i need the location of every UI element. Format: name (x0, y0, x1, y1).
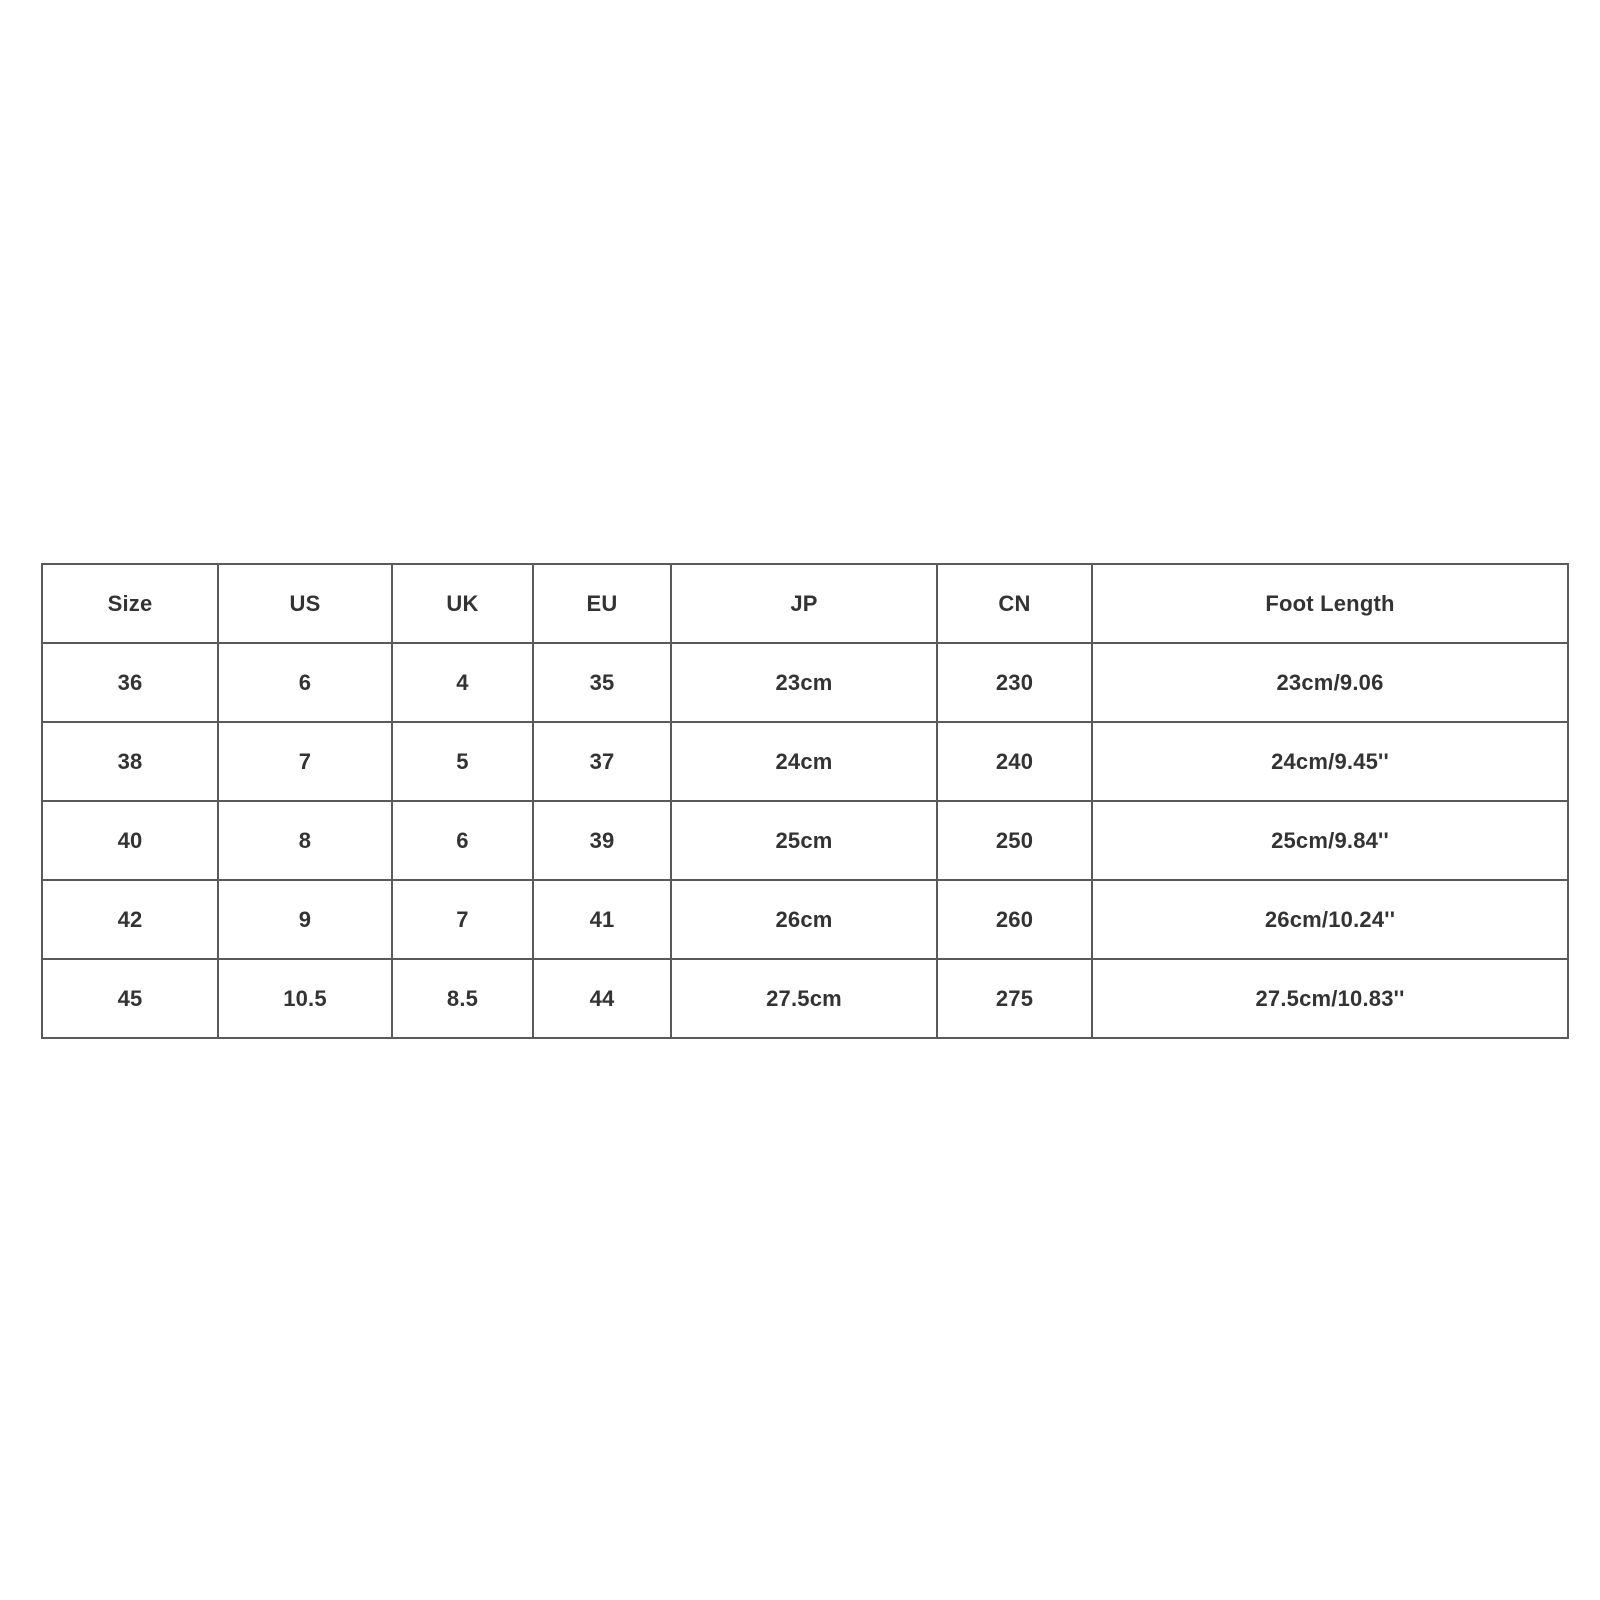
cell-uk: 8.5 (392, 959, 533, 1038)
cell-size: 45 (42, 959, 218, 1038)
table-row (42, 722, 1568, 801)
table-row (42, 643, 1568, 722)
table-row (42, 801, 1568, 880)
cell-size: 38 (42, 722, 218, 801)
cell-foot-length: 26cm/10.24'' (1092, 880, 1568, 959)
cell-us: 10.5 (218, 959, 392, 1038)
cell-eu: 37 (533, 722, 671, 801)
cell-jp: 25cm (671, 801, 937, 880)
cell-cn: 230 (937, 643, 1092, 722)
cell-size: 42 (42, 880, 218, 959)
cell-jp: 23cm (671, 643, 937, 722)
cell-jp: 24cm (671, 722, 937, 801)
size-chart-table (41, 563, 1569, 1039)
cell-foot-length: 25cm/9.84'' (1092, 801, 1568, 880)
table-row (42, 880, 1568, 959)
cell-cn: 260 (937, 880, 1092, 959)
cell-us: 8 (218, 801, 392, 880)
header-foot-length: Foot Length (1092, 564, 1568, 643)
header-us: US (218, 564, 392, 643)
header-size: Size (42, 564, 218, 643)
header-cn: CN (937, 564, 1092, 643)
header-jp: JP (671, 564, 937, 643)
header-eu: EU (533, 564, 671, 643)
cell-us: 6 (218, 643, 392, 722)
cell-jp: 27.5cm (671, 959, 937, 1038)
cell-foot-length: 24cm/9.45'' (1092, 722, 1568, 801)
cell-eu: 39 (533, 801, 671, 880)
cell-uk: 4 (392, 643, 533, 722)
cell-size: 36 (42, 643, 218, 722)
cell-eu: 35 (533, 643, 671, 722)
cell-foot-length: 27.5cm/10.83'' (1092, 959, 1568, 1038)
cell-foot-length: 23cm/9.06 (1092, 643, 1568, 722)
cell-eu: 41 (533, 880, 671, 959)
cell-uk: 6 (392, 801, 533, 880)
cell-uk: 7 (392, 880, 533, 959)
header-uk: UK (392, 564, 533, 643)
cell-us: 7 (218, 722, 392, 801)
cell-size: 40 (42, 801, 218, 880)
table-header-row (42, 564, 1568, 643)
cell-cn: 275 (937, 959, 1092, 1038)
cell-cn: 240 (937, 722, 1092, 801)
cell-jp: 26cm (671, 880, 937, 959)
cell-eu: 44 (533, 959, 671, 1038)
table-row (42, 959, 1568, 1038)
cell-uk: 5 (392, 722, 533, 801)
cell-cn: 250 (937, 801, 1092, 880)
cell-us: 9 (218, 880, 392, 959)
